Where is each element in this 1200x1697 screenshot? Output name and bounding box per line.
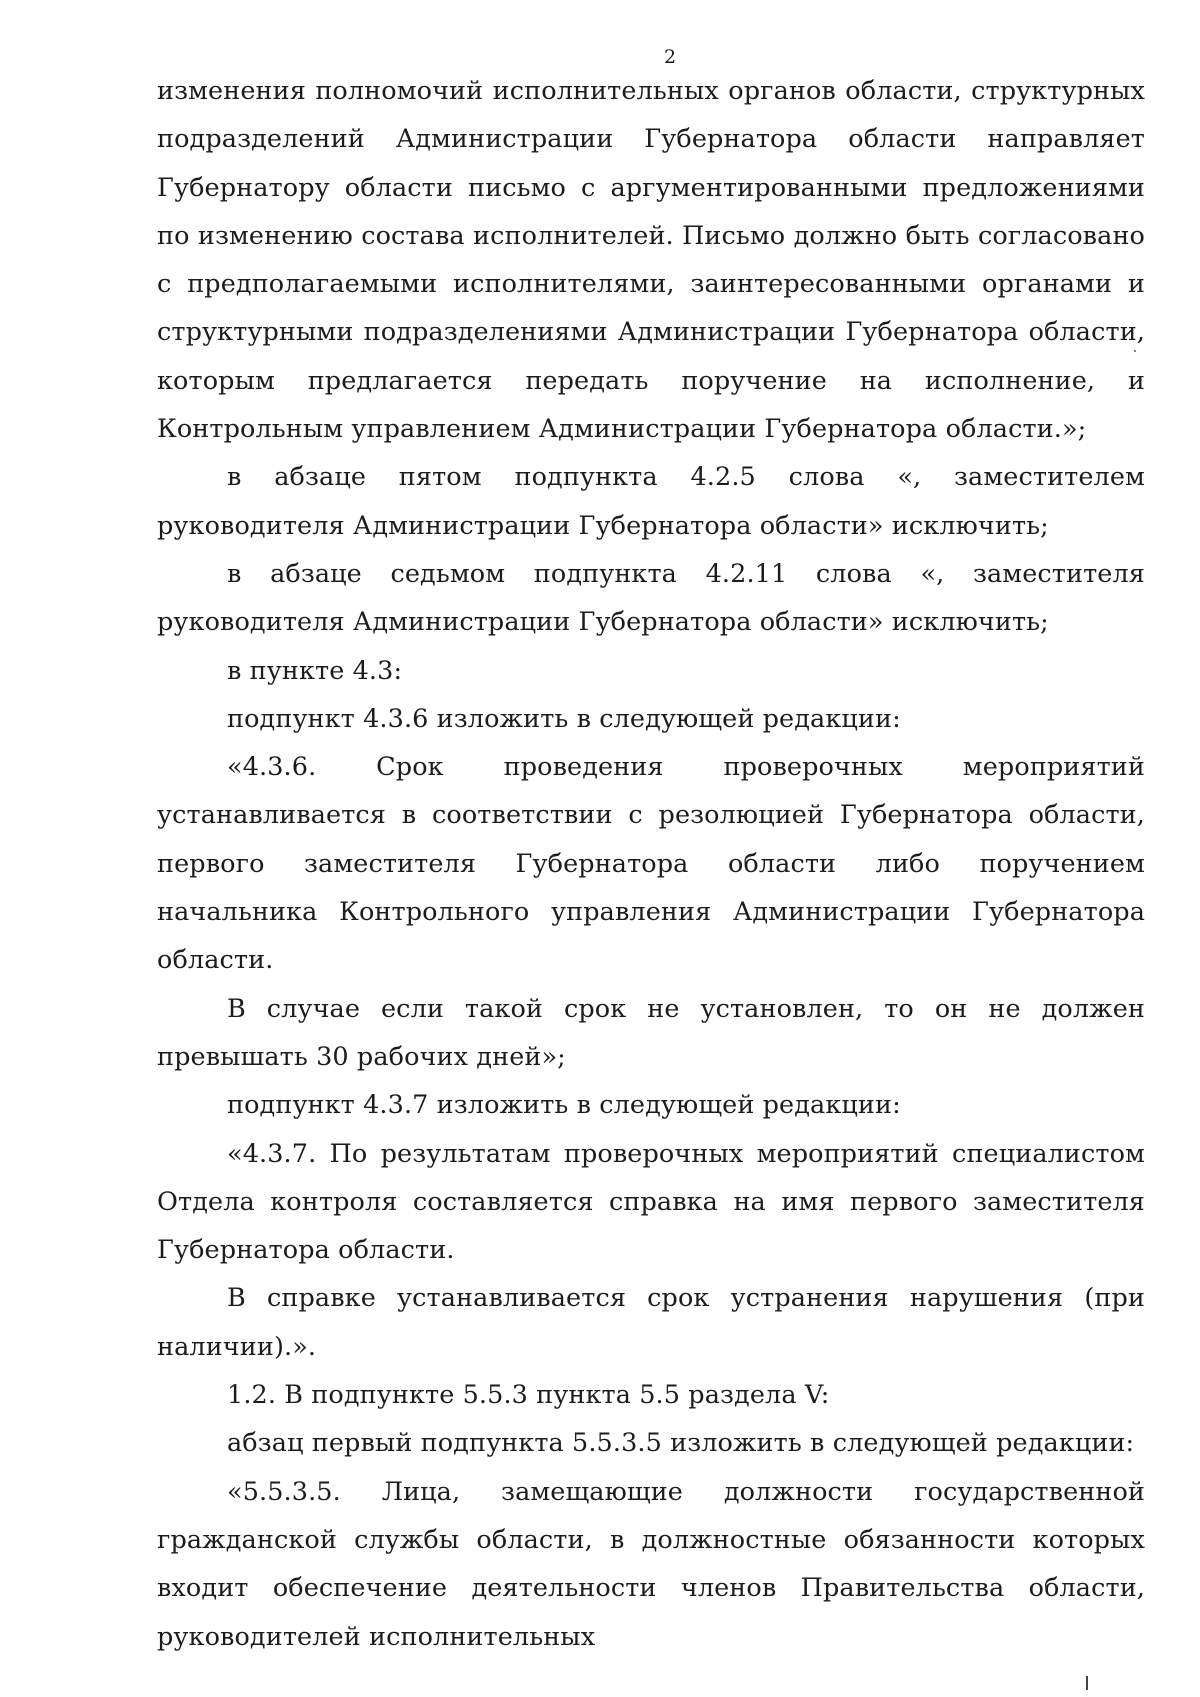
paragraph-subitem-5-5-3-5-text: «5.5.3.5. Лица, замещающие должности государственной гражданской службы области, в должностные обязанности которых входит обеспечение деятельности членов Правительства области, руководителей исполнительных <box>157 1476 1145 1652</box>
document-body <box>157 67 1145 1661</box>
page-number: 2 <box>663 46 677 68</box>
paragraph-item-4-3: в пункте 4.3: <box>227 655 403 686</box>
paragraph-subitem-4-3-7-intro: подпункт 4.3.7 изложить в следующей редакции: <box>227 1090 901 1121</box>
paragraph-subitem-4-3-6-deadline: В случае если такой срок не установлен, то он не должен превышать 30 рабочих дней»; <box>157 993 1145 1072</box>
paragraph-item-4-2-11: в абзаце седьмом подпункта 4.2.11 слова «, заместителя руководителя Администрации Губернатора области» исключить; <box>157 558 1145 638</box>
paragraph-subitem-4-3-6-text: «4.3.6. Срок проведения проверочных мероприятий устанавливается в соответствии с резолюцией Губернатора области, первого заместителя Губернатора области либо поручением начальника Контрольного управления Администрации Губернатора области. <box>157 752 1145 976</box>
paragraph-subitem-5-5-3-5-intro: абзац первый подпункта 5.5.3.5 изложить в следующей редакции: <box>227 1428 1135 1459</box>
scan-artifact-mark <box>1086 1676 1088 1690</box>
paragraph-section-1-2: 1.2. В подпункте 5.5.3 пункта 5.5 раздела V: <box>227 1380 830 1411</box>
paragraph-item-4-2-5: в абзаце пятом подпункта 4.2.5 слова «, заместителем руководителя Администрации Губернатора области» исключить; <box>157 462 1145 541</box>
paragraph-subitem-4-3-6-intro: подпункт 4.3.6 изложить в следующей редакции: <box>227 703 901 734</box>
paragraph-subitem-4-3-7-report: В справке устанавливается срок устранения нарушения (при наличии).». <box>157 1283 1145 1362</box>
paragraph-subitem-4-3-7-text: «4.3.7. По результатам проверочных мероприятий специалистом Отдела контроля составляется справка на имя первого заместителя Губернатора области. <box>157 1138 1145 1266</box>
paragraph-continuation: изменения полномочий исполнительных органов области, структурных подразделений Администрации Губернатора области направляет Губернатору области письмо с аргументированными предложениями по изменению состава исполнителей. Письмо должно быть согласовано с предполагаемыми исполнителями, заинтересованными органами и структурными подразделениями Администрации Губернатора области, которым предлагается передать поручение на исполнение, и Контрольным управлением Администрации Губернатора области.»; <box>157 76 1145 445</box>
scan-artifact-dot <box>1134 350 1136 352</box>
